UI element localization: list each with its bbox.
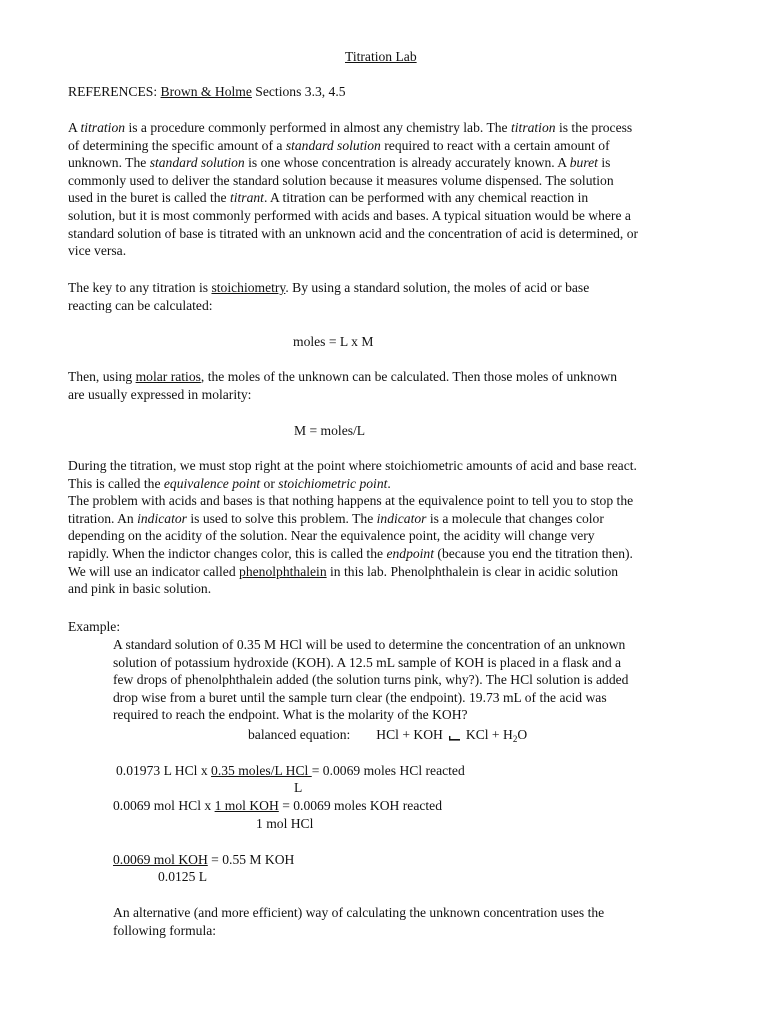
example-problem: A standard solution of 0.35 M HCl will be used to determine the concentration of an unknown solution of potassium hydroxide (KOH). A 12.5 mL sample of KOH is placed in a flask and a few drops of phenolphthalein added (the solution turns pink, why?). The HCl solution is added drop wise from a buret until the sample turn clear (the endpoint). 19.73 mL of the acid was required to reach the endpoint. What is the molarity of the KOH? xyxy=(113,637,629,723)
molarity-formula: M = moles/L xyxy=(294,423,366,438)
molar-paragraph: Then, using molar ratios, the moles of the unknown can be calculated. Then those moles of unknown are usually expressed in molarity: xyxy=(68,369,618,402)
intro-paragraph: A titration is a procedure commonly performed in almost any chemistry lab. The titration is the process of determining the specific amount of a standard solution required to react with a certain amount of unknown. The standard solution is one whose concentration is already accurately known. A buret is commonly used to deliver the standard solution because it measures volume dispensed. The solution used in the buret is called the titrant. A titration can be performed with any chemical reaction in solution, but it is most commonly performed with acids and bases. A typical situation would be where a standard solution of base is titrated with an unknown acid and the concentration of acid is determined, or vice versa. xyxy=(68,120,639,259)
page-title: Titration Lab xyxy=(345,49,417,64)
moles-formula: moles = L x M xyxy=(293,334,374,349)
calc-molarity-denominator: 0.0125 L xyxy=(158,869,208,884)
balanced-equation: balanced equation: HCl + KOH KCl + $H_2O$ xyxy=(248,727,528,744)
calc-hcl-moles: 0.01973 L HCl x 0.35 moles/L HCl = 0.0069 moles HCl reacted xyxy=(116,763,465,778)
calc-koh-moles: 0.0069 mol HCl x 1 mol KOH = 0.0069 moles KOH reacted xyxy=(113,798,442,813)
references-line: REFERENCES: Brown & Holme Sections 3.3, 4.5 xyxy=(68,84,346,99)
calc-hcl-denominator: L xyxy=(294,780,303,795)
calc-koh-denominator: 1 mol HCl xyxy=(256,816,314,831)
key-paragraph: The key to any titration is stoichiometry. By using a standard solution, the moles of acid or base reacting can be calculated: xyxy=(68,280,590,313)
example-label: Example: xyxy=(68,619,121,634)
calc-koh-molarity: 0.0069 mol KOH = 0.55 M KOH xyxy=(113,852,295,867)
alternative-paragraph: An alternative (and more efficient) way of calculating the unknown concentration uses the following formula: xyxy=(113,905,605,938)
during-paragraph: During the titration, we must stop right at the point where stoichiometric amounts of acid and base react. This is called the equivalence point or stoichiometric point. The problem with acids and bases is that nothing happens at the equivalence point to tell you to stop the titration. An indicator is used to solve this problem. The indicator is a molecule that changes color depending on the acidity of the solution. Near the equivalence point, the acidity will change very rapidly. When the indictor changes color, this is called the endpoint (because you end the titration then). We will use an indicator called phenolphthalein in this lab. Phenolphthalein is clear in acidic solution and pink in basic solution. xyxy=(68,458,637,597)
reaction-arrow-icon xyxy=(449,734,460,741)
